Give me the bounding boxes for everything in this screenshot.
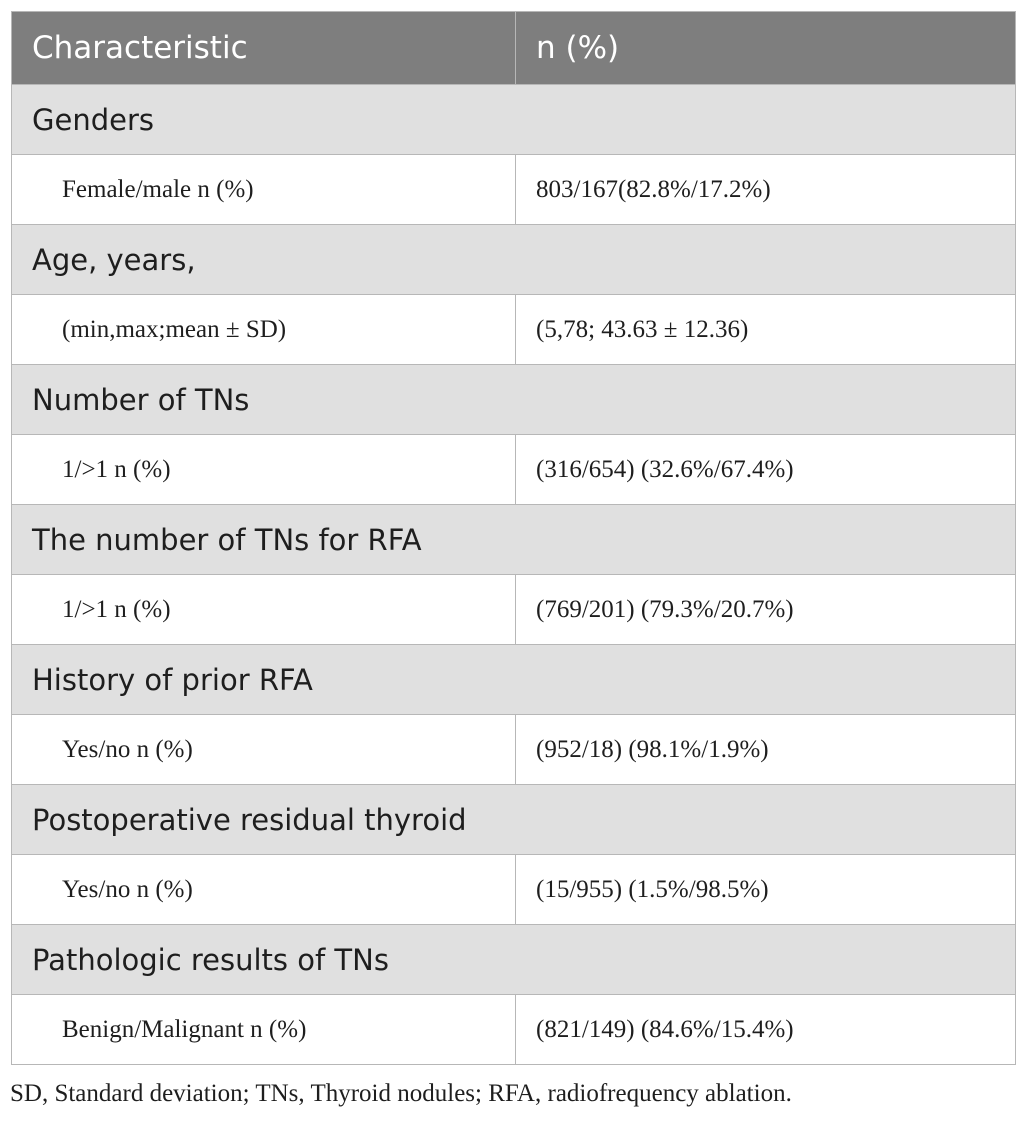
section-row-number-of-tns bbox=[12, 365, 1016, 435]
characteristics-table bbox=[11, 11, 1016, 1065]
row-value: (821/149) (84.6%/15.4%) bbox=[516, 995, 1016, 1065]
row-label: 1/>1 n (%) bbox=[12, 575, 516, 645]
section-label: Number of TNs bbox=[12, 365, 1016, 435]
column-header-characteristic: Characteristic bbox=[12, 12, 516, 85]
section-row-residual-thyroid bbox=[12, 785, 1016, 855]
section-label: Pathologic results of TNs bbox=[12, 925, 1016, 995]
section-row-age bbox=[12, 225, 1016, 295]
row-label: (min,max;mean ± SD) bbox=[12, 295, 516, 365]
section-label: The number of TNs for RFA bbox=[12, 505, 1016, 575]
header-row bbox=[12, 12, 1016, 85]
table-row bbox=[12, 295, 1016, 365]
column-header-n-percent: n (%) bbox=[516, 12, 1016, 85]
row-value: (952/18) (98.1%/1.9%) bbox=[516, 715, 1016, 785]
row-label: Benign/Malignant n (%) bbox=[12, 995, 516, 1065]
characteristics-table-container bbox=[11, 11, 1015, 1065]
row-label: Yes/no n (%) bbox=[12, 715, 516, 785]
section-row-pathologic-results bbox=[12, 925, 1016, 995]
row-label: Yes/no n (%) bbox=[12, 855, 516, 925]
section-row-prior-rfa bbox=[12, 645, 1016, 715]
section-label: History of prior RFA bbox=[12, 645, 1016, 715]
table-row bbox=[12, 715, 1016, 785]
table-row bbox=[12, 855, 1016, 925]
row-value: (769/201) (79.3%/20.7%) bbox=[516, 575, 1016, 645]
table-footnote: SD, Standard deviation; TNs, Thyroid nodules; RFA, radiofrequency ablation. bbox=[10, 1080, 792, 1107]
section-row-tns-for-rfa bbox=[12, 505, 1016, 575]
table-row bbox=[12, 995, 1016, 1065]
table-row bbox=[12, 435, 1016, 505]
row-label: Female/male n (%) bbox=[12, 155, 516, 225]
table-row bbox=[12, 155, 1016, 225]
row-value: (15/955) (1.5%/98.5%) bbox=[516, 855, 1016, 925]
row-value: (5,78; 43.63 ± 12.36) bbox=[516, 295, 1016, 365]
section-label: Genders bbox=[12, 85, 1016, 155]
section-label: Age, years, bbox=[12, 225, 1016, 295]
row-value: 803/167(82.8%/17.2%) bbox=[516, 155, 1016, 225]
row-value: (316/654) (32.6%/67.4%) bbox=[516, 435, 1016, 505]
section-row-genders bbox=[12, 85, 1016, 155]
row-label: 1/>1 n (%) bbox=[12, 435, 516, 505]
section-label: Postoperative residual thyroid bbox=[12, 785, 1016, 855]
table-row bbox=[12, 575, 1016, 645]
